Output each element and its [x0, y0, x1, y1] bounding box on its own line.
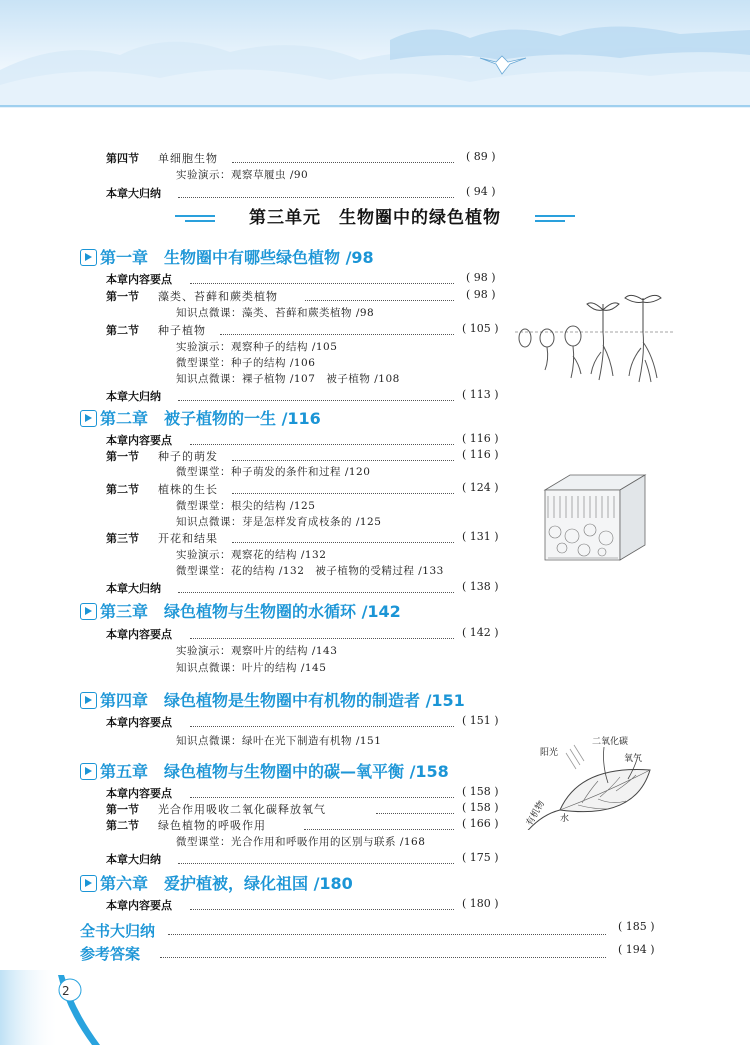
chapter-title: 第一章 生物圈中有哪些绿色植物 /98 — [100, 248, 374, 267]
leaf-tissue-illustration — [540, 470, 650, 570]
toc-title: 绿色植物的呼吸作用 — [158, 819, 266, 832]
toc-label: 本章内容要点 — [106, 787, 172, 800]
seed-germination-illustration — [515, 290, 675, 385]
toc-label: 本章内容要点 — [106, 716, 172, 729]
toc-page: ( 105 ) — [462, 322, 499, 335]
toc-leader — [232, 152, 454, 163]
toc-page: ( 131 ) — [462, 530, 499, 543]
toc-leader — [190, 899, 454, 910]
toc-page: ( 124 ) — [462, 481, 499, 494]
unit-title: 第三单元 生物圈中的绿色植物 — [249, 208, 501, 228]
toc-label: 第二节 — [106, 324, 139, 337]
mountain-bird-illustration — [0, 0, 750, 108]
toc-label: 第三节 — [106, 532, 139, 545]
toc-sub: 实验演示：观察种子的结构 /105 — [176, 341, 338, 353]
chapter-heading[interactable] — [80, 600, 401, 624]
chapter-heading[interactable] — [80, 689, 465, 713]
toc-leader — [178, 582, 454, 593]
toc-sub: 知识点微课：裸子植物 /107 被子植物 /108 — [176, 373, 400, 385]
toc-sub: 微型课堂：种子的结构 /106 — [176, 357, 316, 369]
toc-title: 种子植物 — [158, 324, 206, 337]
unit-rule-left — [175, 215, 215, 217]
organic-label: 有机物 — [524, 799, 548, 828]
toc-page: ( 94 ) — [466, 185, 496, 198]
toc-sub: 微型课堂：花的结构 /132 被子植物的受精过程 /133 — [176, 565, 444, 577]
toc-label: 本章内容要点 — [106, 628, 172, 641]
toc-leader — [376, 803, 454, 814]
toc-label: 本章大归纳 — [106, 582, 161, 595]
toc-page: ( 166 ) — [462, 817, 499, 830]
toc-leader — [178, 187, 454, 198]
toc-leader — [168, 924, 606, 935]
toc-label: 本章大归纳 — [106, 187, 161, 200]
toc-sub: 知识点微课：芽是怎样发育成枝条的 /125 — [176, 516, 382, 528]
toc-page: ( 98 ) — [466, 288, 496, 301]
chapter-title: 第六章 爱护植被，绿化祖国 /180 — [100, 874, 353, 893]
toc-leader — [190, 716, 454, 727]
toc-leader — [190, 273, 454, 284]
toc-page: ( 194 ) — [618, 943, 655, 956]
toc-title: 藻类、苔藓和蕨类植物 — [158, 290, 278, 303]
toc-label: 第一节 — [106, 290, 139, 303]
toc-label: 本章内容要点 — [106, 434, 172, 447]
toc-page: ( 138 ) — [462, 580, 499, 593]
chapter-heading[interactable] — [80, 760, 449, 784]
toc-leader — [178, 853, 454, 864]
toc-label: 第一节 — [106, 450, 139, 463]
toc-leader — [232, 450, 454, 461]
toc-leader — [178, 390, 454, 401]
header-banner — [0, 0, 750, 108]
play-arrow-icon — [80, 410, 97, 427]
toc-page: ( 116 ) — [462, 448, 499, 461]
unit-rule-left — [185, 220, 215, 222]
toc-title: 开花和结果 — [158, 532, 218, 545]
play-arrow-icon — [80, 692, 97, 709]
page-corner-decoration — [0, 960, 110, 1045]
toc-sub: 微型课堂：光合作用和呼吸作用的区别与联系 /168 — [176, 836, 426, 848]
toc-page: ( 142 ) — [462, 626, 499, 639]
chapter-heading[interactable] — [80, 246, 374, 270]
play-arrow-icon — [80, 603, 97, 620]
header-divider — [0, 105, 750, 107]
toc-sub: 实验演示：观察叶片的结构 /143 — [176, 645, 338, 657]
toc-leader — [190, 628, 454, 639]
toc-leader — [304, 819, 454, 830]
toc-sub: 知识点微课：绿叶在光下制造有机物 /151 — [176, 735, 382, 747]
chapter-heading[interactable] — [80, 872, 353, 896]
toc-page: ( 116 ) — [462, 432, 499, 445]
toc-leader — [305, 290, 454, 301]
toc-label: 第一节 — [106, 803, 139, 816]
toc-label: 第二节 — [106, 483, 139, 496]
toc-leader — [232, 483, 454, 494]
toc-page: ( 185 ) — [618, 920, 655, 933]
toc-page: ( 113 ) — [462, 388, 499, 401]
toc-label: 本章大归纳 — [106, 853, 161, 866]
chapter-title: 第二章 被子植物的一生 /116 — [100, 409, 321, 428]
toc-label: 本章大归纳 — [106, 390, 161, 403]
toc-leader — [190, 787, 454, 798]
toc-label: 本章内容要点 — [106, 273, 172, 286]
toc-label: 第二节 — [106, 819, 139, 832]
toc-leader — [190, 434, 454, 445]
unit-heading — [175, 203, 575, 233]
o2-label: 氧气 — [624, 754, 643, 764]
water-label: 水 — [560, 814, 570, 824]
chapter-heading[interactable] — [80, 407, 321, 431]
unit-rule-right — [535, 215, 575, 217]
chapter-title: 第三章 绿色植物与生物圈的水循环 /142 — [100, 602, 401, 621]
toc-page: ( 180 ) — [462, 897, 499, 910]
toc-page: ( 175 ) — [462, 851, 499, 864]
toc-sub: 微型课堂：根尖的结构 /125 — [176, 500, 316, 512]
photosynthesis-leaf-diagram — [520, 735, 660, 830]
toc-leader — [232, 532, 454, 543]
sun-label: 阳光 — [540, 748, 559, 758]
co2-label: 二氧化碳 — [592, 737, 629, 747]
toc-sub: 微型课堂：种子萌发的条件和过程 /120 — [176, 466, 371, 478]
chapter-title: 第四章 绿色植物是生物圈中有机物的制造者 /151 — [100, 691, 465, 710]
back-matter-title[interactable]: 参考答案 — [80, 945, 141, 963]
toc-title: 单细胞生物 — [158, 152, 218, 165]
toc-page: ( 98 ) — [466, 271, 496, 284]
toc-page: ( 158 ) — [462, 801, 499, 814]
toc-label: 第四节 — [106, 152, 139, 165]
toc-title: 植株的生长 — [158, 483, 218, 496]
page-number: 2 — [62, 984, 70, 998]
toc-title: 光合作用吸收二氧化碳释放氧气 — [158, 803, 326, 816]
toc-leader — [160, 947, 606, 958]
toc-sub: 实验演示：观察草履虫 /90 — [176, 169, 309, 181]
unit-rule-right — [535, 220, 565, 222]
toc-title: 种子的萌发 — [158, 450, 218, 463]
toc-page: ( 158 ) — [462, 785, 499, 798]
toc-label: 本章内容要点 — [106, 899, 172, 912]
toc-sub: 知识点微课：叶片的结构 /145 — [176, 662, 327, 674]
play-arrow-icon — [80, 249, 97, 266]
play-arrow-icon — [80, 763, 97, 780]
chapter-title: 第五章 绿色植物与生物圈中的碳—氧平衡 /158 — [100, 762, 449, 781]
toc-leader — [220, 324, 454, 335]
toc-sub: 知识点微课：藻类、苔藓和蕨类植物 /98 — [176, 307, 375, 319]
toc-sub: 实验演示：观察花的结构 /132 — [176, 549, 327, 561]
toc-page: ( 151 ) — [462, 714, 499, 727]
back-matter-title[interactable]: 全书大归纳 — [80, 922, 156, 940]
toc-page: ( 89 ) — [466, 150, 496, 163]
play-arrow-icon — [80, 875, 97, 892]
